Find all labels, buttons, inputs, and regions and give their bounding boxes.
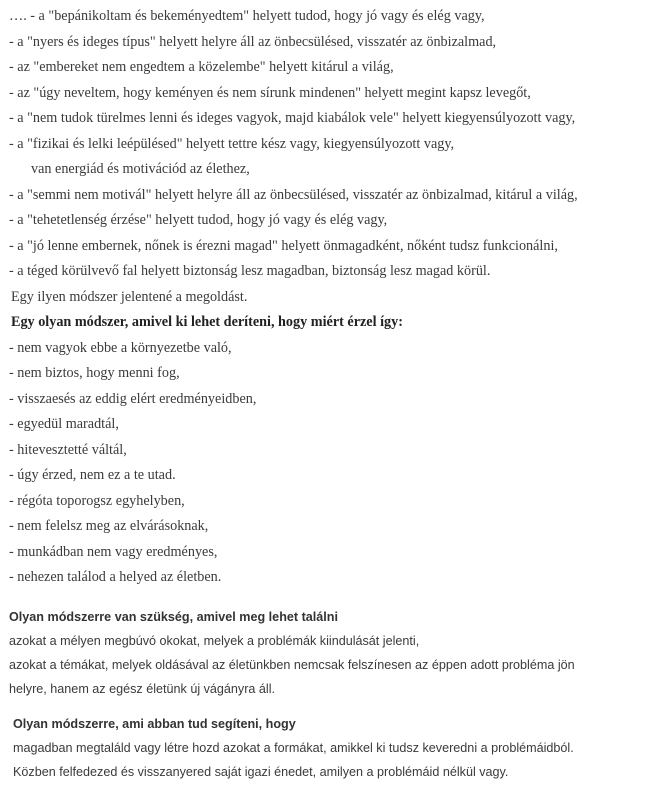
list-item: - régóta toporogsz egyhelyben, bbox=[9, 492, 185, 509]
section-heading: Olyan módszerre van szükség, amivel meg lehet találni bbox=[9, 610, 338, 624]
section-line: helyre, hanem az egész életünk új vágányra áll. bbox=[9, 682, 276, 696]
text-line: - a "jó lenne embernek, nőnek is érezni magad" helyett önmagadként, nőként tudsz funkcionálni, bbox=[9, 237, 558, 254]
list-item: - úgy érzed, nem ez a te utad. bbox=[9, 467, 176, 483]
text-line: - a téged körülvevő fal helyett biztonság lesz magadban, biztonság lesz magad körül. bbox=[9, 263, 491, 279]
list-item: - visszaesés az eddig elért eredményeidben, bbox=[9, 390, 257, 407]
list-item: - hitevesztetté váltál, bbox=[9, 441, 127, 458]
section-line: Közben felfedezed és visszanyered saját igazi énedet, amilyen a problémáid nélkül vagy. bbox=[13, 765, 509, 779]
text-line: - a "tehetetlenség érzése" helyett tudod, hogy jó vagy és elég vagy, bbox=[9, 212, 388, 228]
section-line: azokat a mélyen megbúvó okokat, melyek a problémák kiindulását jelenti, bbox=[9, 634, 420, 648]
list-item: - nem felelsz meg az elvárásoknak, bbox=[9, 518, 209, 534]
solution-sentence: Egy ilyen módszer jelentené a megoldást. bbox=[11, 288, 248, 305]
text-line: …. - a "bepánikoltam és bekeményedtem" helyett tudod, hogy jó vagy és elég vagy, bbox=[9, 8, 485, 24]
section-line: magadban megtaláld vagy létre hozd azokat a formákat, amikkel ki tudsz keveredni a problémáidból. bbox=[13, 741, 574, 755]
text-line: - a "nyers és ideges típus" helyett helyre áll az önbecsülésed, visszatér az önbizalmad, bbox=[9, 33, 497, 50]
text-line: - az "úgy neveltem, hogy keményen és nem sírunk mindenen" helyett megint kapsz levegőt, bbox=[9, 84, 531, 101]
text-line: - az "embereket nem engedtem a közelembe" helyett kitárul a világ, bbox=[9, 59, 394, 75]
list-item: - nem vagyok ebbe a környezetbe való, bbox=[9, 339, 232, 356]
method-section bbox=[9, 605, 649, 701]
section-line: azokat a témákat, melyek oldásával az életünkben nemcsak felszínesen az éppen adott probléma jön bbox=[9, 658, 575, 672]
text-line: - a "nem tudok türelmes lenni és ideges vagyok, majd kiabálok vele" helyett kiegyensúlyozott vagy, bbox=[9, 110, 576, 126]
intro-text-block bbox=[9, 4, 649, 591]
help-section bbox=[13, 712, 649, 784]
method-heading: Egy olyan módszer, amivel ki lehet deríteni, hogy miért érzel így: bbox=[11, 314, 403, 330]
text-line: - a "semmi nem motivál" helyett helyre áll az önbecsülésed, visszatér az önbizalmad, kitárul a világ, bbox=[9, 186, 578, 203]
list-item: - nem biztos, hogy menni fog, bbox=[9, 365, 180, 381]
section-heading: Olyan módszerre, ami abban tud segíteni, hogy bbox=[13, 717, 296, 731]
text-line: - a "fizikai és lelki leépülésed" helyett tettre kész vagy, kiegyensúlyozott vagy, bbox=[9, 135, 455, 152]
list-item: - egyedül maradtál, bbox=[9, 416, 119, 432]
list-item: - munkádban nem vagy eredményes, bbox=[9, 543, 218, 560]
text-line-continuation: van energiád és motivációd az élethez, bbox=[31, 161, 250, 177]
list-item: - nehezen találod a helyed az életben. bbox=[9, 569, 222, 585]
